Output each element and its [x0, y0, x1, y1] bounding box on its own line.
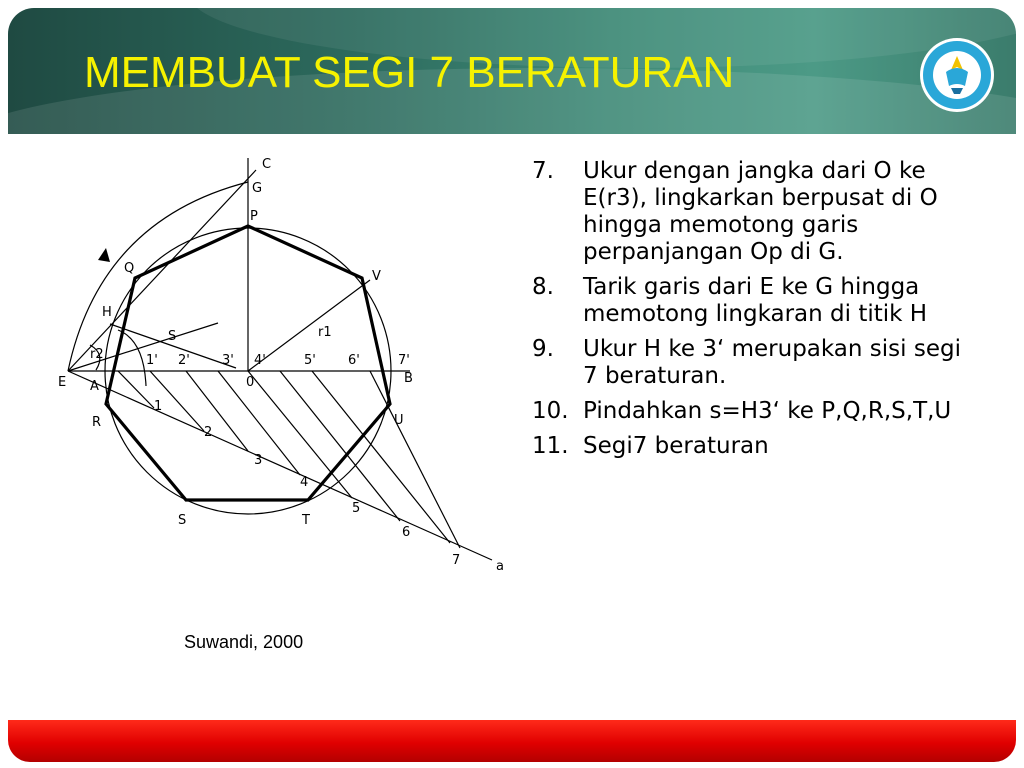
label-d3: 3 — [254, 453, 263, 468]
step-number: 7. — [532, 158, 554, 184]
step-item — [532, 433, 972, 460]
footer-bar — [8, 720, 1016, 762]
step-text: Pindahkan s=H3‘ ke P,Q,R,S,T,U — [583, 398, 952, 424]
label-h: H — [102, 305, 112, 320]
label-4p: 4' — [254, 353, 266, 368]
label-7p: 7' — [398, 353, 410, 368]
label-a-end: a — [496, 559, 504, 574]
label-r: R — [92, 415, 102, 430]
label-e: E — [58, 375, 67, 390]
label-d5: 5 — [352, 501, 361, 516]
step-text: Segi7 beraturan — [583, 433, 769, 459]
label-d6: 6 — [402, 525, 411, 540]
arc-arrow — [98, 248, 110, 262]
step-item — [532, 398, 972, 425]
label-p: P — [250, 209, 258, 224]
slide-title: MEMBUAT SEGI 7 BERATURAN — [84, 48, 735, 97]
step-number: 10. — [532, 398, 569, 424]
label-a: A — [90, 379, 99, 394]
label-u: U — [394, 413, 404, 428]
tut-wuri-handayani-logo — [918, 36, 996, 114]
label-r2: r2 — [90, 347, 104, 362]
label-d4: 4 — [300, 475, 309, 490]
diagonal-line-e-a — [68, 371, 492, 560]
step-number: 11. — [532, 433, 569, 459]
label-5p: 5' — [304, 353, 316, 368]
label-d7: 7 — [452, 553, 461, 568]
step-number: 9. — [532, 336, 554, 362]
label-1p: 1' — [146, 353, 158, 368]
label-t: T — [302, 513, 310, 528]
step-item — [532, 336, 972, 390]
heptagon-construction-diagram — [40, 140, 520, 580]
label-o: 0 — [246, 375, 255, 390]
label-s-side: S — [168, 329, 177, 344]
step-number: 8. — [532, 274, 554, 300]
step-text: Ukur H ke 3‘ merupakan sisi segi 7 beraturan. — [583, 336, 961, 389]
label-q: Q — [124, 261, 135, 276]
label-s: S — [178, 513, 187, 528]
label-6p: 6' — [348, 353, 360, 368]
step-item — [532, 274, 972, 328]
steps-list — [532, 158, 972, 468]
label-d1: 1 — [154, 399, 163, 414]
step-text: Ukur dengan jangka dari O ke E(r3), lingkarkan berpusat di O hingga memotong garis perpanjangan Op di G. — [583, 158, 938, 265]
label-r1: r1 — [318, 325, 332, 340]
label-g: G — [252, 181, 263, 196]
label-d2: 2 — [204, 425, 213, 440]
source-credit: Suwandi, 2000 — [184, 632, 304, 652]
step-text: Tarik garis dari E ke G hingga memotong lingkaran di titik H — [583, 274, 928, 327]
label-b: B — [404, 371, 413, 386]
label-3p: 3' — [222, 353, 234, 368]
step-item — [532, 158, 972, 266]
label-2p: 2' — [178, 353, 190, 368]
label-c: C — [262, 157, 272, 172]
label-v: V — [372, 269, 381, 284]
